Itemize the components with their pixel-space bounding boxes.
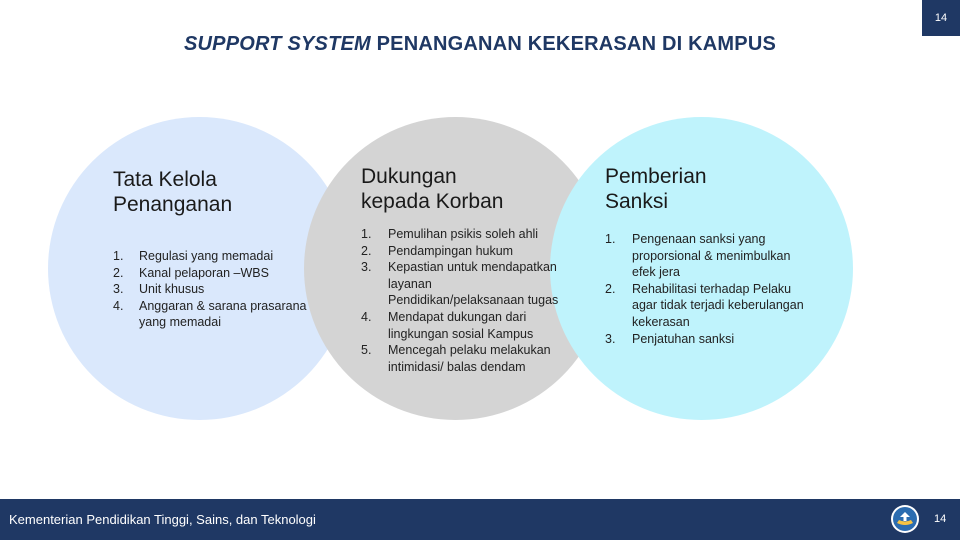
list-item-text: Pengenaan sanksi yang proporsional & menimbulkan efek jera xyxy=(632,232,791,280)
list-item: 1. Regulasi yang memadai xyxy=(113,249,274,263)
list-item-text: Mencegah pelaku melakukan intimidasi/ balas dendam xyxy=(388,343,551,374)
section-list xyxy=(361,226,571,375)
section-dukungan-korban xyxy=(361,164,571,375)
list-item-text: Pendampingan hukum xyxy=(388,243,514,258)
list-item-text: Mendapat dukungan dari lingkungan sosial Kampus xyxy=(388,309,534,341)
list-item: 2. Pendampingan hukum xyxy=(361,243,514,258)
ministry-name: Kementerian Pendidikan Tinggi, Sains, dan Teknologi xyxy=(9,512,316,527)
section-heading xyxy=(361,164,571,214)
list-item-text: Rehabilitasi terhadap Pelaku agar tidak terjadi keberulangan kekerasan xyxy=(632,281,804,329)
section-tata-kelola xyxy=(113,167,328,331)
section-list xyxy=(113,248,328,331)
section-list xyxy=(605,231,810,347)
list-item: 5. Mencegah pelaku melakukan intimidasi/ balas dendam xyxy=(361,343,551,374)
heading-line-2: Sanksi xyxy=(605,190,669,213)
footer-bar xyxy=(0,499,960,540)
list-item: 3. Penjatuhan sanksi xyxy=(605,331,735,346)
list-item: 1. Pengenaan sanksi yang proporsional & menimbulkan efek jera xyxy=(605,232,791,280)
slide-title xyxy=(0,33,960,56)
list-item: 2. Kanal pelaporan –WBS xyxy=(113,265,269,280)
list-item-text: Kanal pelaporan –WBS xyxy=(139,265,269,280)
list-item: 1. Pemulihan psikis soleh ahli xyxy=(361,227,539,241)
list-item: 3. Kepastian untuk mendapatkan layanan Pendidikan/pelaksanaan tugas xyxy=(361,260,559,308)
list-item-text: Pemulihan psikis soleh ahli xyxy=(388,227,539,241)
list-item: 4. Mendapat dukungan dari lingkungan sosial Kampus xyxy=(361,309,534,341)
heading-line-1: Dukungan xyxy=(361,165,457,188)
heading-line-1: Pemberian xyxy=(605,165,707,188)
title-rest-part: PENANGANAN KEKERASAN DI KAMPUS xyxy=(370,33,777,55)
footer-page-number: 14 xyxy=(934,513,947,525)
list-item-text: Regulasi yang memadai xyxy=(139,249,274,263)
section-pemberian-sanksi xyxy=(605,164,810,347)
list-item-text: Unit khusus xyxy=(139,282,205,297)
list-item: 3. Unit khusus xyxy=(113,282,205,297)
page-number-badge: 14 xyxy=(922,0,960,36)
list-item-text: Penjatuhan sanksi xyxy=(632,331,735,346)
list-item-text: Anggaran & sarana prasarana yang memadai xyxy=(139,298,307,330)
heading-line-2: Penanganan xyxy=(113,193,233,216)
heading-line-2: kepada Korban xyxy=(361,190,504,213)
heading-line-1: Tata Kelola xyxy=(113,168,217,191)
ministry-emblem-icon xyxy=(890,504,920,534)
list-item: 2. Rehabilitasi terhadap Pelaku agar tidak terjadi keberulangan kekerasan xyxy=(605,281,804,329)
list-item: 4. Anggaran & sarana prasarana yang memadai xyxy=(113,298,307,330)
list-item-text: Kepastian untuk mendapatkan layanan Pendidikan/pelaksanaan tugas xyxy=(388,260,559,308)
section-heading xyxy=(605,164,810,214)
title-italic-part: SUPPORT SYSTEM xyxy=(183,33,371,55)
section-heading xyxy=(113,167,328,217)
